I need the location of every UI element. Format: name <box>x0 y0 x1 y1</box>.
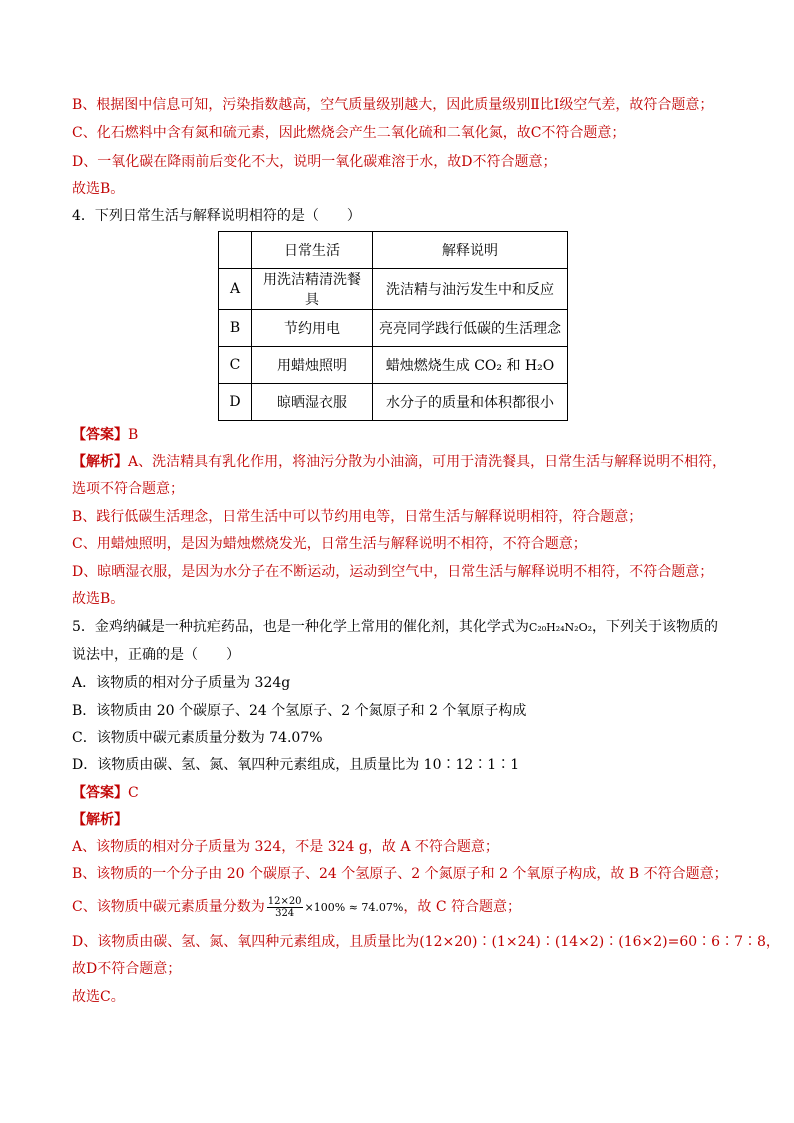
q5-option-d: D．该物质由碳、氢、氮、氧四种元素组成，且质量比为 10∶12∶1∶1 <box>72 757 520 773</box>
q5-stem-part1: 5．金鸡纳碱是一种抗疟药品，也是一种化学上常用的催化剂，其化学式为 <box>72 619 529 635</box>
q5-option-a: A．该物质的相对分子质量为 324g <box>72 675 291 691</box>
analysis-tag: 【解析】 <box>72 454 128 470</box>
table-cell: 水分子的质量和体积都很小 <box>373 384 568 421</box>
table-header-row <box>219 232 568 269</box>
table-row <box>219 310 568 347</box>
q4-conclusion: 故选B。 <box>72 591 125 607</box>
table-cell: 节约用电 <box>252 310 373 347</box>
answer-value: C <box>128 785 139 801</box>
table-header-cell: 日常生活 <box>252 232 373 269</box>
q5-stem-line1 <box>72 617 734 638</box>
q5-option-c: C．该物质中碳元素质量分数为 74.07% <box>72 730 323 746</box>
q5-conclusion: 故选C。 <box>72 989 125 1005</box>
table-cell: 蜡烛燃烧生成 CO₂ 和 H₂O <box>373 347 568 384</box>
table-cell: 洗洁精与油污发生中和反应 <box>373 269 568 310</box>
q5-analysis-d: D、该物质由碳、氢、氮、氧四种元素组成，且质量比为(12×20)∶(1×24)∶(14×2)∶(16×2)=60∶6∶7∶8， <box>72 934 780 950</box>
q4-analysis-b: B、践行低碳生活理念，日常生活中可以节约用电等，日常生活与解释说明相符，符合题意； <box>72 509 643 525</box>
table-cell: B <box>219 310 252 347</box>
table-cell: 用洗洁精清洗餐具 <box>252 269 373 310</box>
prev-analysis-b: B、根据图中信息可知，污染指数越高，空气质量级别越大，因此质量级别Ⅱ比Ⅰ级空气差，故符合题意； <box>72 97 714 113</box>
table-cell: C <box>219 347 252 384</box>
table-row <box>219 347 568 384</box>
fraction-tail: ×100% ≈ 74.07% <box>304 901 404 914</box>
fraction-numerator: 12×20 <box>267 895 302 907</box>
q5-analysis-d-cont: 故D不符合题意； <box>72 961 182 977</box>
q4-table <box>218 231 568 421</box>
q5-analysis-a: A、该物质的相对分子质量为 324，不是 324 g，故 A 不符合题意； <box>72 839 499 855</box>
analysis-c-end: ，故 C 符合题意； <box>403 899 521 915</box>
prev-analysis-c: C、化石燃料中含有氮和硫元素，因此燃烧会产生二氧化硫和二氧化氮，故C不符合题意； <box>72 125 626 141</box>
q5-answer <box>72 783 734 803</box>
table-header-cell <box>219 232 252 269</box>
prev-analysis-d: D、一氧化碳在降雨前后变化不大，说明一氧化碳难溶于水，故D不符合题意； <box>72 154 557 170</box>
answer-tag: 【答案】 <box>72 785 128 801</box>
q5-stem-part2: ，下列关于该物质的 <box>592 619 719 635</box>
q4-analysis-a <box>72 452 734 472</box>
table-cell: D <box>219 384 252 421</box>
answer-tag: 【答案】 <box>72 427 128 443</box>
q4-stem: 4．下列日常生活与解释说明相符的是（ ） <box>72 208 361 224</box>
q5-stem-line2: 说法中，正确的是（ ） <box>72 647 240 663</box>
fraction-denominator: 324 <box>275 907 295 919</box>
table-cell: 晾晒湿衣服 <box>252 384 373 421</box>
chemical-formula: C₂₀H₂₄N₂O₂ <box>528 621 593 634</box>
table-cell: 用蜡烛照明 <box>252 347 373 384</box>
table-cell: 亮亮同学践行低碳的生活理念 <box>373 310 568 347</box>
q4-analysis-c: C、用蜡烛照明，是因为蜡烛燃烧发光，日常生活与解释说明不相符，不符合题意； <box>72 536 587 552</box>
q4-analysis-a-cont: 选项不符合题意； <box>72 481 184 497</box>
answer-value: B <box>128 427 139 443</box>
table-row <box>219 269 568 310</box>
analysis-c-text: C、该物质中碳元素质量分数为 <box>72 899 265 915</box>
table-row <box>219 384 568 421</box>
analysis-tag: 【解析】 <box>72 812 128 828</box>
q5-analysis-b: B、该物质的一个分子由 20 个碳原子、24 个氢原子、2 个氮原子和 2 个氧原子构成，故 B 不符合题意； <box>72 866 728 882</box>
q5-option-b: B．该物质由 20 个碳原子、24 个氢原子、2 个氮原子和 2 个氧原子构成 <box>72 703 527 719</box>
table-header-cell: 解释说明 <box>373 232 568 269</box>
prev-conclusion: 故选B。 <box>72 181 125 197</box>
analysis-text: A、洗洁精具有乳化作用，将油污分散为小油滴，可用于清洗餐具，日常生活与解释说明不相符， <box>128 454 727 470</box>
q4-analysis-d: D、晾晒湿衣服，是因为水分子在不断运动，运动到空气中，日常生活与解释说明不相符，不符合题意； <box>72 564 714 580</box>
q5-analysis-header <box>72 810 734 830</box>
mass-fraction-formula <box>267 896 303 919</box>
table-cell: A <box>219 269 252 310</box>
q5-analysis-c <box>72 892 734 923</box>
q4-answer <box>72 425 734 445</box>
